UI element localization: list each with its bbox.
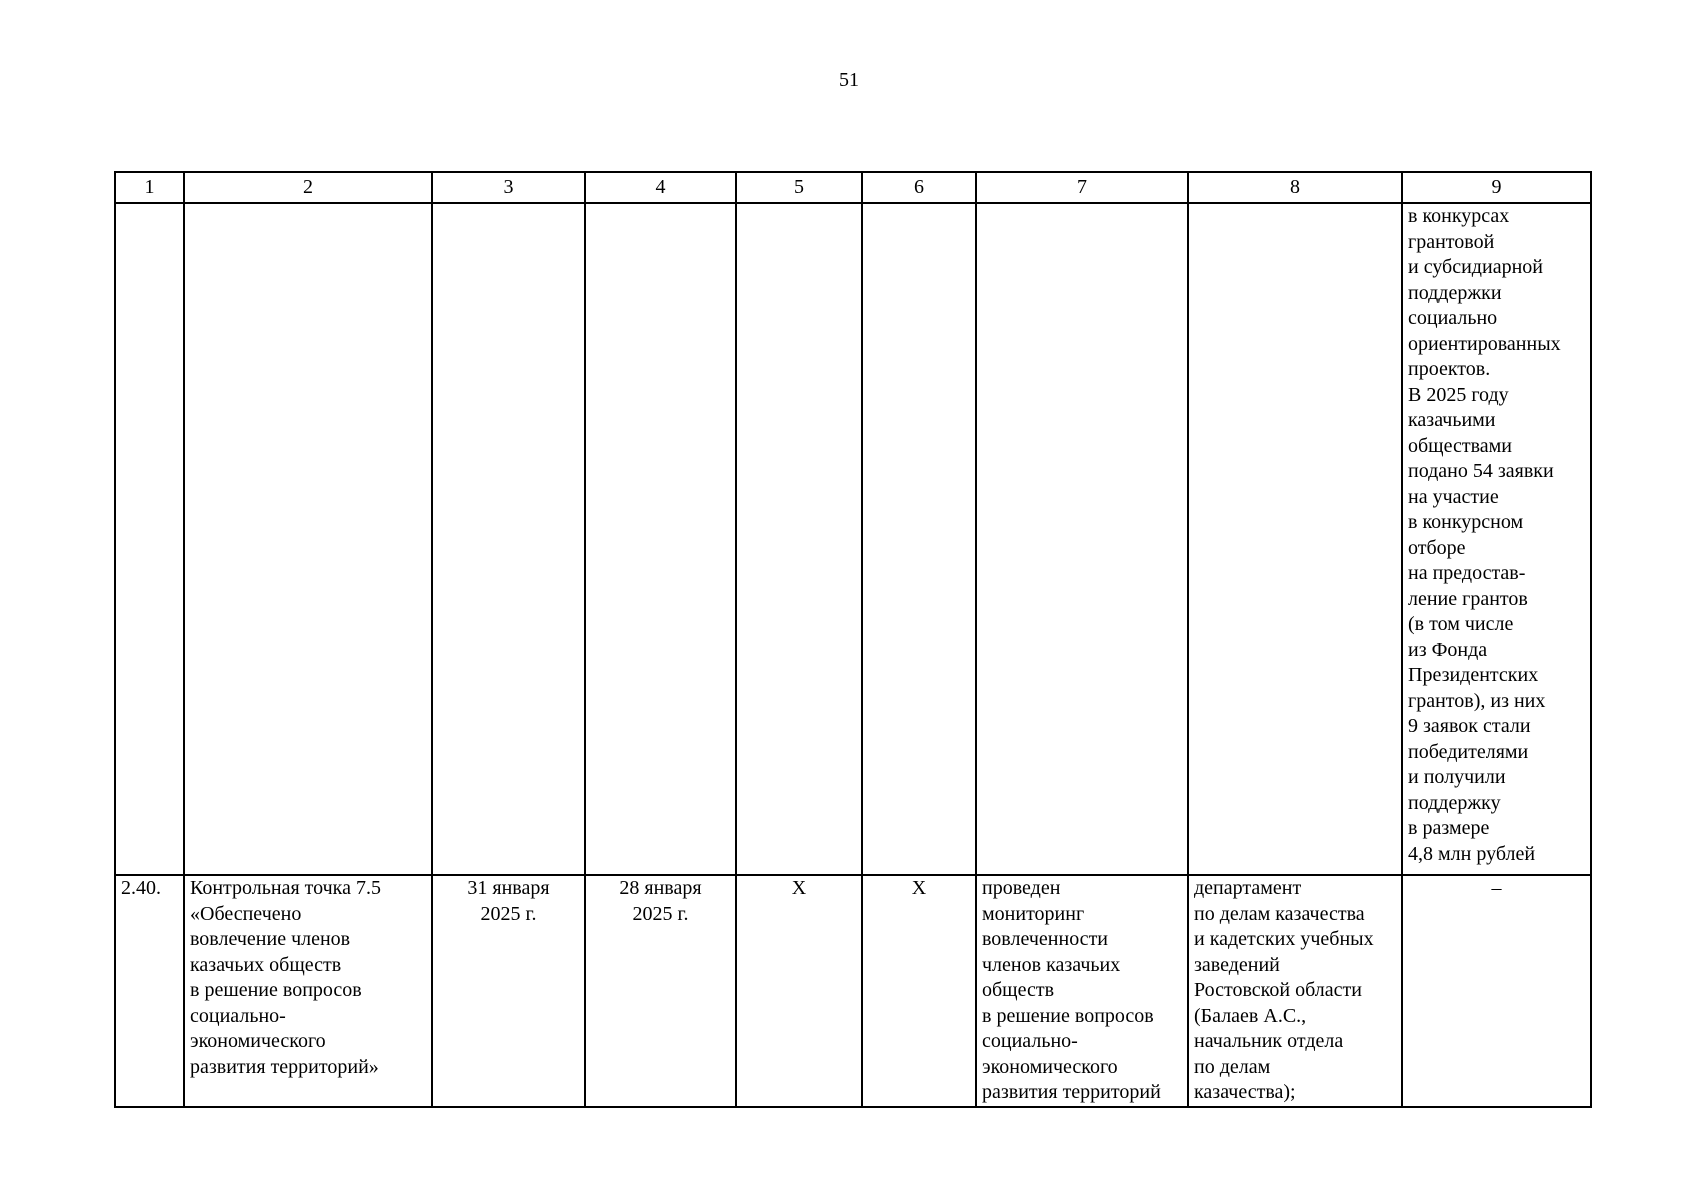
- cell-row-number: 2.40.: [115, 875, 184, 1107]
- cell-control-point-name: [184, 875, 432, 1107]
- cell-empty: [184, 203, 432, 875]
- cell-text-line: 9 заявок стали: [1408, 715, 1531, 737]
- cell-text-line: грантовой: [1408, 230, 1495, 253]
- table-row-2-40: [115, 875, 1591, 1107]
- cell-text-line: 4,8 млн рублей: [1408, 842, 1536, 865]
- cell-col5: Х: [736, 875, 862, 1107]
- cell-text-line: проектов.: [1408, 358, 1491, 380]
- document-table: [114, 171, 1592, 1108]
- column-header-6: 6: [862, 172, 976, 203]
- cell-responsible: [1188, 875, 1402, 1107]
- cell-empty: [862, 203, 976, 875]
- cell-empty: [1188, 203, 1402, 875]
- cell-text-line: Контрольная точка 7.5: [190, 877, 381, 899]
- cell-text-line: и субсидиарной: [1408, 256, 1543, 278]
- cell-text-line: Президентских: [1408, 664, 1539, 686]
- cell-empty: [976, 203, 1188, 875]
- cell-text-line: членов казачьих: [982, 953, 1121, 976]
- header-row: [115, 172, 1591, 203]
- cell-text-line: поддержки: [1408, 281, 1502, 304]
- column-header-8: 8: [1188, 172, 1402, 203]
- cell-empty: [736, 203, 862, 875]
- page-number: 51: [839, 69, 859, 91]
- cell-result: [976, 875, 1188, 1107]
- cell-text-line: победителями: [1408, 740, 1529, 763]
- cell-text-line: в размере: [1408, 817, 1490, 839]
- cell-text-line: обществами: [1408, 434, 1512, 457]
- cell-text-line: заведений: [1194, 953, 1280, 976]
- cell-text-line: экономического: [982, 1055, 1118, 1078]
- cell-text-line: казачества);: [1194, 1081, 1296, 1103]
- cell-empty: [115, 203, 184, 875]
- cell-text-line: ление грантов: [1408, 587, 1528, 610]
- cell-text-line: на предостав-: [1408, 562, 1526, 584]
- cell-text-line: в конкурсном: [1408, 511, 1524, 533]
- column-header-2: 2: [184, 172, 432, 203]
- table-row-continuation: [115, 203, 1591, 875]
- cell-text-line: на участие: [1408, 485, 1499, 508]
- cell-text-line: в решение вопросов: [982, 1004, 1154, 1027]
- cell-text-line: поддержку: [1408, 791, 1501, 814]
- cell-fact-date: [585, 875, 736, 1107]
- cell-text-line: «Обеспечено: [190, 902, 302, 925]
- cell-empty: [432, 203, 585, 875]
- cell-text-line: по делам: [1194, 1055, 1271, 1078]
- cell-text-line: социально-: [190, 1004, 286, 1027]
- cell-text-line: начальник отдела: [1194, 1030, 1344, 1052]
- cell-text-line: 28 января: [619, 877, 702, 899]
- cell-text-line: 31 января: [467, 877, 550, 899]
- cell-text-line: В 2025 году: [1408, 383, 1509, 406]
- cell-text-line: ориентированных: [1408, 332, 1561, 355]
- cell-text-line: в конкурсах: [1408, 205, 1510, 227]
- cell-col6: Х: [862, 875, 976, 1107]
- cell-text-line: департамент: [1194, 877, 1302, 899]
- cell-continuation-notes: [1402, 203, 1591, 875]
- cell-text-line: в решение вопросов: [190, 979, 362, 1001]
- column-header-9: 9: [1402, 172, 1591, 203]
- cell-text-line: социально-: [982, 1030, 1078, 1052]
- column-header-5: 5: [736, 172, 862, 203]
- column-header-1: 1: [115, 172, 184, 203]
- column-header-3: 3: [432, 172, 585, 203]
- cell-text-line: развития территорий: [982, 1081, 1161, 1103]
- cell-text-line: (Балаев А.С.,: [1194, 1004, 1307, 1027]
- cell-text-line: 2025 г.: [480, 902, 537, 925]
- cell-text-line: из Фонда: [1408, 638, 1488, 661]
- cell-text-line: грантов), из них: [1408, 689, 1546, 712]
- cell-text-line: экономического: [190, 1030, 326, 1052]
- column-header-7: 7: [976, 172, 1188, 203]
- cell-text-line: социально: [1408, 307, 1498, 329]
- cell-text-line: развития территорий»: [190, 1055, 379, 1078]
- cell-text-line: и кадетских учебных: [1194, 928, 1374, 950]
- cell-text-line: вовлеченности: [982, 928, 1109, 950]
- cell-plan-date: [432, 875, 585, 1107]
- cell-text-line: казачьими: [1408, 409, 1496, 431]
- cell-text-line: по делам казачества: [1194, 902, 1365, 925]
- cell-text-line: 2025 г.: [632, 902, 689, 925]
- cell-empty: [585, 203, 736, 875]
- cell-text-line: мониторинг: [982, 902, 1085, 925]
- cell-text-line: обществ: [982, 979, 1055, 1001]
- cell-text-line: Ростовской области: [1194, 979, 1362, 1001]
- cell-text-line: подано 54 заявки: [1408, 460, 1554, 482]
- cell-text-line: (в том числе: [1408, 613, 1514, 635]
- cell-text-line: и получили: [1408, 766, 1506, 788]
- cell-text-line: проведен: [982, 877, 1061, 899]
- cell-col9: –: [1402, 875, 1591, 1107]
- column-header-4: 4: [585, 172, 736, 203]
- cell-text-line: казачьих обществ: [190, 953, 342, 976]
- cell-text-line: отборе: [1408, 536, 1466, 559]
- cell-text-line: вовлечение членов: [190, 928, 351, 950]
